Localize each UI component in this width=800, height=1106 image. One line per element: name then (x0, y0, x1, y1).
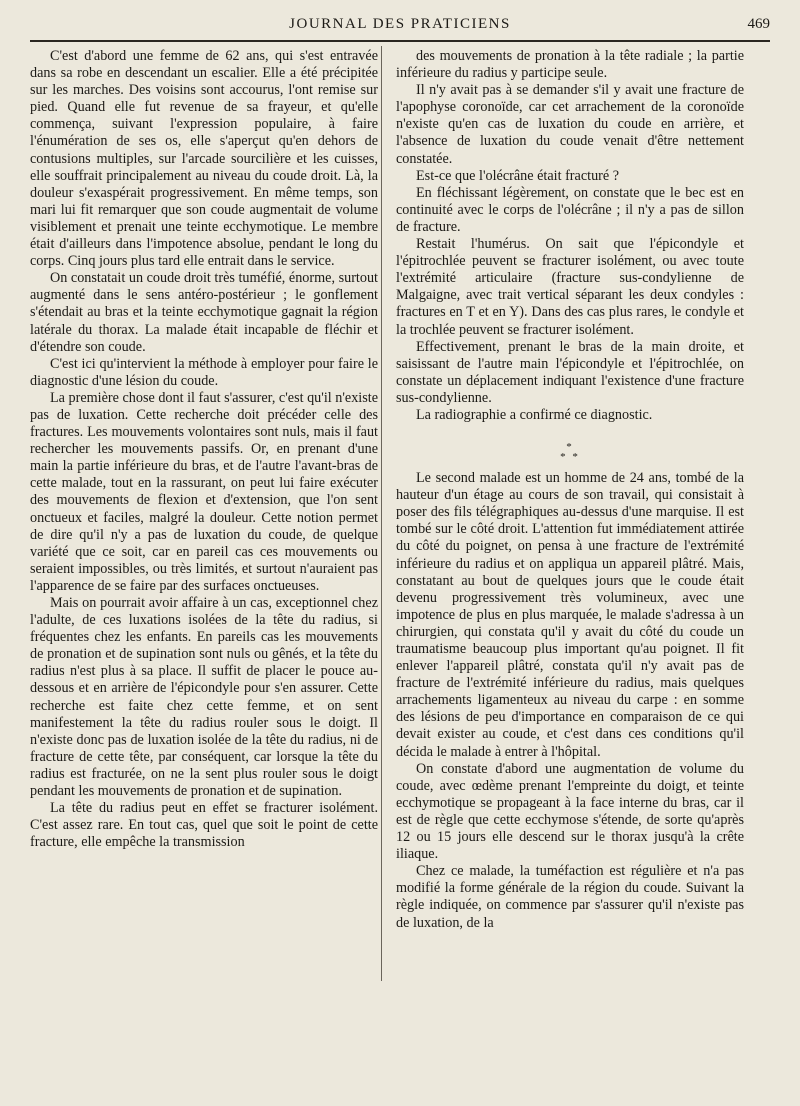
paragraph: En fléchissant légèrement, on constate que le bec est en continuité avec le corps de l'olécrâne ; il n'y a pas de sillon de fracture. (396, 184, 744, 235)
left-column (30, 48, 378, 851)
running-head (30, 14, 770, 36)
paragraph: Restait l'humérus. On sait que l'épicondyle et l'épitrochlée peuvent se fracturer isolément, ou avec toute l'extrémité articulaire (fracture sus-condylienne de Malgaigne, avec trait vertical séparant les deux condyles : fractures en T et en Y). Dans des cas plus rares, le condyle et la trochlée peuvent se fracturer isolément. (396, 236, 744, 338)
paragraph: C'est ici qu'intervient la méthode à employer pour faire le diagnostic d'une lésion du coude. (30, 355, 378, 389)
paragraph: Mais on pourrait avoir affaire à un cas, exceptionnel chez l'adulte, de ces luxations isolées de la tête du radius, si fréquentes chez les enfants. En pareils cas les mouvements de pronation et de supination sont nuls ou gênés, et la tête du radius n'est plus à sa place. Il suffit de placer le pouce au-dessous et en arrière de l'épicondyle pour s'en assurer. Cette recherche est faite chez cette femme, et on sent manifestement la tête du radius rouler sous le doigt. Il n'existe donc pas de luxation isolée de la tête du radius, ni de fracture de cette tête, par conséquent, car lorsque la tête du radius est fracturée, on ne la sent plus rouler sous le doigt pendant les mouvements de pronation et de supination. (30, 595, 378, 800)
section-separator (396, 442, 744, 462)
paragraph: On constatait un coude droit très tuméfié, énorme, surtout augmenté dans le sens antéro-postérieur ; le gonflement s'étendait au bras et la teinte ecchymotique gagnait la région latérale du thorax. La malade était incapable de fléchir et d'étendre son coude. (30, 270, 378, 355)
paragraph: La tête du radius peut en effet se fracturer isolément. C'est assez rare. En tout cas, quel que soit le point de cette fracture, elle empêche la transmission (30, 800, 378, 851)
page-number: 469 (747, 16, 770, 32)
paragraph: On constate d'abord une augmentation de volume du coude, avec œdème prenant l'empreinte du doigt, et teinte ecchymotique se propageant à la face interne du bras, car il est de règle que cette ecchymose s'étende, de sorte qu'après 12 ou 15 jours elle descend sur le thorax jusqu'à la crête iliaque. (396, 760, 744, 863)
paragraph: Le second malade est un homme de 24 ans, tombé de la hauteur d'un étage au cours de son travail, qui consistait à poser des fils télégraphiques au-dessus d'une marquise. Il est tombé sur le côté droit. L'attention fut immédiatement attirée du côté du poignet, on pensa à une fracture de l'extrémité inférieure du radius et on appliqua un appareil plâtré. Mais, constatant au bout de quelques jours que le coude était devenu progressivement très volumineux, avec une impotence de plus en plus marquée, le malade s'adressa à un chirurgien, qui constata qu'il y avait du côté du coude un traumatisme beaucoup plus important qu'au poignet. Il fit enlever l'appareil plâtré, constata qu'il n'y avait pas de fracture de l'extrémité inférieure du radius, mais quelques arrachements ligamenteux au niveau du carpe : en somme des lésions de peu d'importance en comparaison de ce qui devait exister au coude, et c'est dans ces conditions qu'il décida le malade à entrer à l'hôpital. (396, 470, 744, 760)
asterism-top: * (566, 441, 574, 454)
paragraph: Effectivement, prenant le bras de la main droite, et saisissant de l'autre main l'épicondyle et l'épitrochlée, on constate un déplacement indiquant l'existence d'une fracture sus-condylienne. (396, 338, 744, 406)
paragraph: La radiographie a confirmé ce diagnostic. (416, 406, 653, 423)
paragraph: Est-ce que l'olécrâne était fracturé ? (416, 167, 620, 184)
journal-title: JOURNAL DES PRATICIENS (289, 16, 511, 32)
paragraph: La première chose dont il faut s'assurer, c'est qu'il n'existe pas de luxation. Cette recherche doit précéder celle des fractures. Les mouvements volontaires sont nuls, mais il faut rechercher les mouvements passifs. Or, en prenant d'une main la partie inférieure du bras, et de l'autre l'avant-bras de cette malade, tout en la rassurant, on peut lui faire exécuter des mouvements de flexion et d'extension, que l'on sent onctueux et faciles, malgré la douleur. Cette notion permet de dire qu'il n'y a pas de luxation du coude, de quelque variété que ce soit, car en pareil cas ces mouvements ou seraient impossibles, ou très limités, et surtout n'auraient pas l'apparence de se faire par des surfaces onctueuses. (30, 389, 378, 594)
right-column (396, 48, 744, 932)
column-divider (381, 46, 382, 981)
paragraph: Il n'y avait pas à se demander s'il y avait une fracture de l'apophyse coronoïde, car cet arrachement de la coronoïde n'existe qu'en cas de luxation du coude en arrière, et l'absence de luxation du coude venait d'être nettement constatée. (396, 82, 744, 167)
paragraph: des mouvements de pronation à la tête radiale ; la partie inférieure du radius y participe seule. (396, 48, 744, 82)
paragraph: Chez ce malade, la tuméfaction est régulière et n'a pas modifié la forme générale de la région du coude. Suivant la règle indiquée, on commence par s'assurer qu'il n'existe pas de luxation, de la (396, 863, 744, 931)
paragraph: C'est d'abord une femme de 62 ans, qui s'est entravée dans sa robe en descendant un escalier. Elle a été précipitée sur les marches. Des voisins sont accourus, l'ont remise sur pied. Quand elle fut revenue de sa frayeur, et qu'elle commença, suivant l'expression populaire, à faire l'énumération de ses os, elle s'aperçut qu'en dehors de contusions multiples, sur l'arcade sourcilière et les cuisses, elle souffrait principalement au niveau du coude droit. Là, la douleur s'exaspérait progressivement. En même temps, son mari lui fit remarquer que son coude augmentait de volume visiblement et prenait une teinte ecchymotique. Le membre était d'ailleurs dans l'impotence absolue, pendant le long du corps. Cinq jours plus tard elle entrait dans le service. (30, 48, 378, 270)
header-rule (30, 40, 770, 42)
asterism-bottom: * * (560, 451, 580, 464)
